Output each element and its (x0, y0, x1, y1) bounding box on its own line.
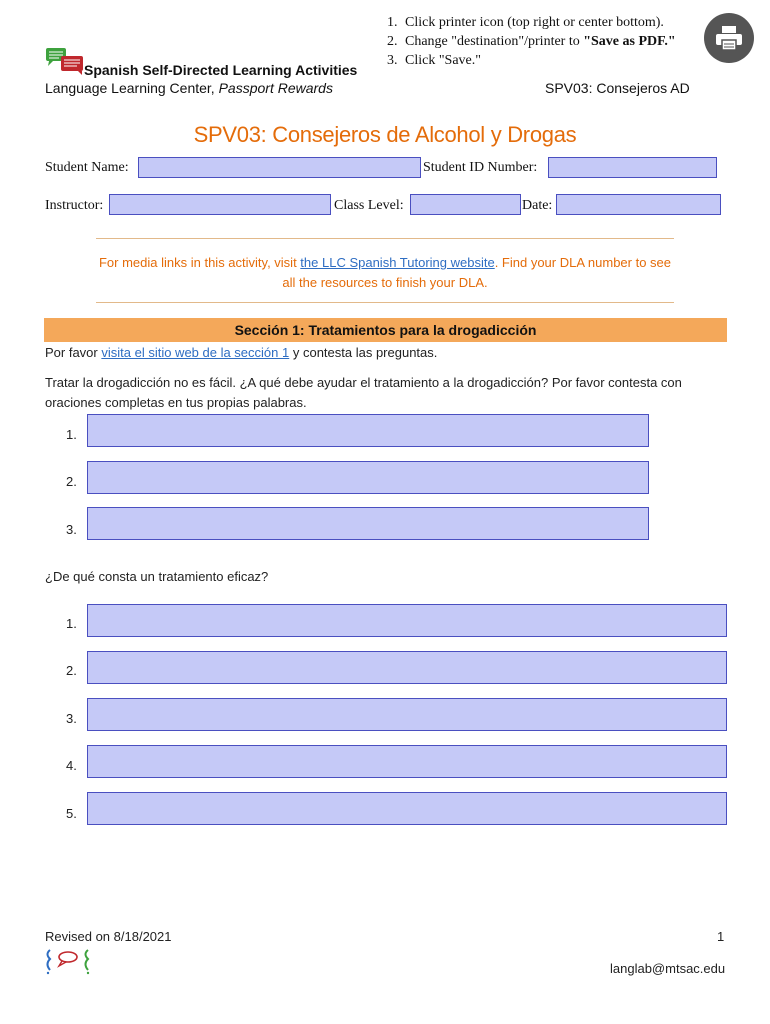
question-1: Tratar la drogadicción no es fácil. ¿A qué debe ayudar el tratamiento a la drogadicción? Por favor contesta con oraciones completas en tus propias palabras. (45, 375, 682, 410)
q2-answer-5-field[interactable] (87, 792, 727, 825)
answer-number: 5. (66, 806, 77, 821)
instruction-text: Click printer icon (top right or center bottom). (405, 15, 664, 30)
header-title: Spanish Self-Directed Learning Activities (84, 62, 358, 78)
page-number: 1 (717, 929, 725, 944)
answer-number: 3. (66, 522, 77, 537)
contact-email: langlab@mtsac.edu (610, 961, 726, 976)
print-button[interactable] (704, 13, 754, 63)
class-level-label: Class Level: (334, 198, 404, 213)
q1-answer-3-field[interactable] (87, 507, 649, 540)
section-1-header: Sección 1: Tratamientos para la drogadicción (44, 318, 727, 342)
question-2: ¿De qué consta un tratamiento eficaz? (45, 569, 269, 584)
class-level-field[interactable] (410, 194, 521, 215)
student-id-label: Student ID Number: (423, 160, 538, 175)
instruction-item (387, 51, 707, 70)
q1-answer-2-field[interactable] (87, 461, 649, 494)
document-title: SPV03: Consejeros de Alcohol y Drogas (193, 122, 577, 147)
instruction-number: 2. (387, 34, 398, 49)
date-field[interactable] (556, 194, 721, 215)
llc-logo-icon (44, 946, 96, 976)
student-id-field[interactable] (548, 157, 717, 178)
student-name-field[interactable] (138, 157, 421, 178)
instruction-item (387, 13, 707, 32)
q2-answer-1-field[interactable] (87, 604, 727, 637)
section-1-website-link[interactable]: visita el sitio web de la sección 1 (101, 345, 290, 360)
printer-icon (714, 24, 744, 52)
speech-bubbles-icon (45, 47, 85, 75)
media-links-notice: For media links in this activity, visit the LLC Spanish Tutoring website. Find your DLA number to see all the resources to finish your DLA. (98, 255, 672, 290)
instruction-number: 1. (387, 15, 398, 30)
answer-number: 1. (66, 616, 77, 631)
answer-number: 3. (66, 711, 77, 726)
header-subtitle: Language Learning Center, Passport Rewards (45, 80, 333, 96)
section-1-intro: Por favor visita el sitio web de la sección 1 y contesta las preguntas. (45, 345, 438, 360)
answer-number: 2. (66, 474, 77, 489)
student-name-label: Student Name: (45, 160, 129, 175)
llc-tutoring-link[interactable]: the LLC Spanish Tutoring website (300, 255, 495, 270)
answer-number: 4. (66, 758, 77, 773)
instruction-item (387, 32, 707, 51)
q1-answer-1-field[interactable] (87, 414, 649, 447)
q2-answer-4-field[interactable] (87, 745, 727, 778)
instructor-label: Instructor: (45, 198, 104, 213)
answer-number: 2. (66, 663, 77, 678)
print-instructions (387, 13, 707, 70)
instruction-text: Change "destination"/printer to "Save as PDF." (405, 34, 676, 49)
divider-bottom (96, 302, 674, 303)
instructor-field[interactable] (109, 194, 331, 215)
instruction-text: Click "Save." (405, 53, 481, 68)
divider-top (96, 238, 674, 239)
answer-number: 1. (66, 427, 77, 442)
header-code: SPV03: Consejeros AD (545, 80, 690, 96)
q2-answer-3-field[interactable] (87, 698, 727, 731)
instruction-number: 3. (387, 53, 398, 68)
revised-date: Revised on 8/18/2021 (45, 929, 172, 944)
date-label: Date: (522, 198, 553, 213)
q2-answer-2-field[interactable] (87, 651, 727, 684)
